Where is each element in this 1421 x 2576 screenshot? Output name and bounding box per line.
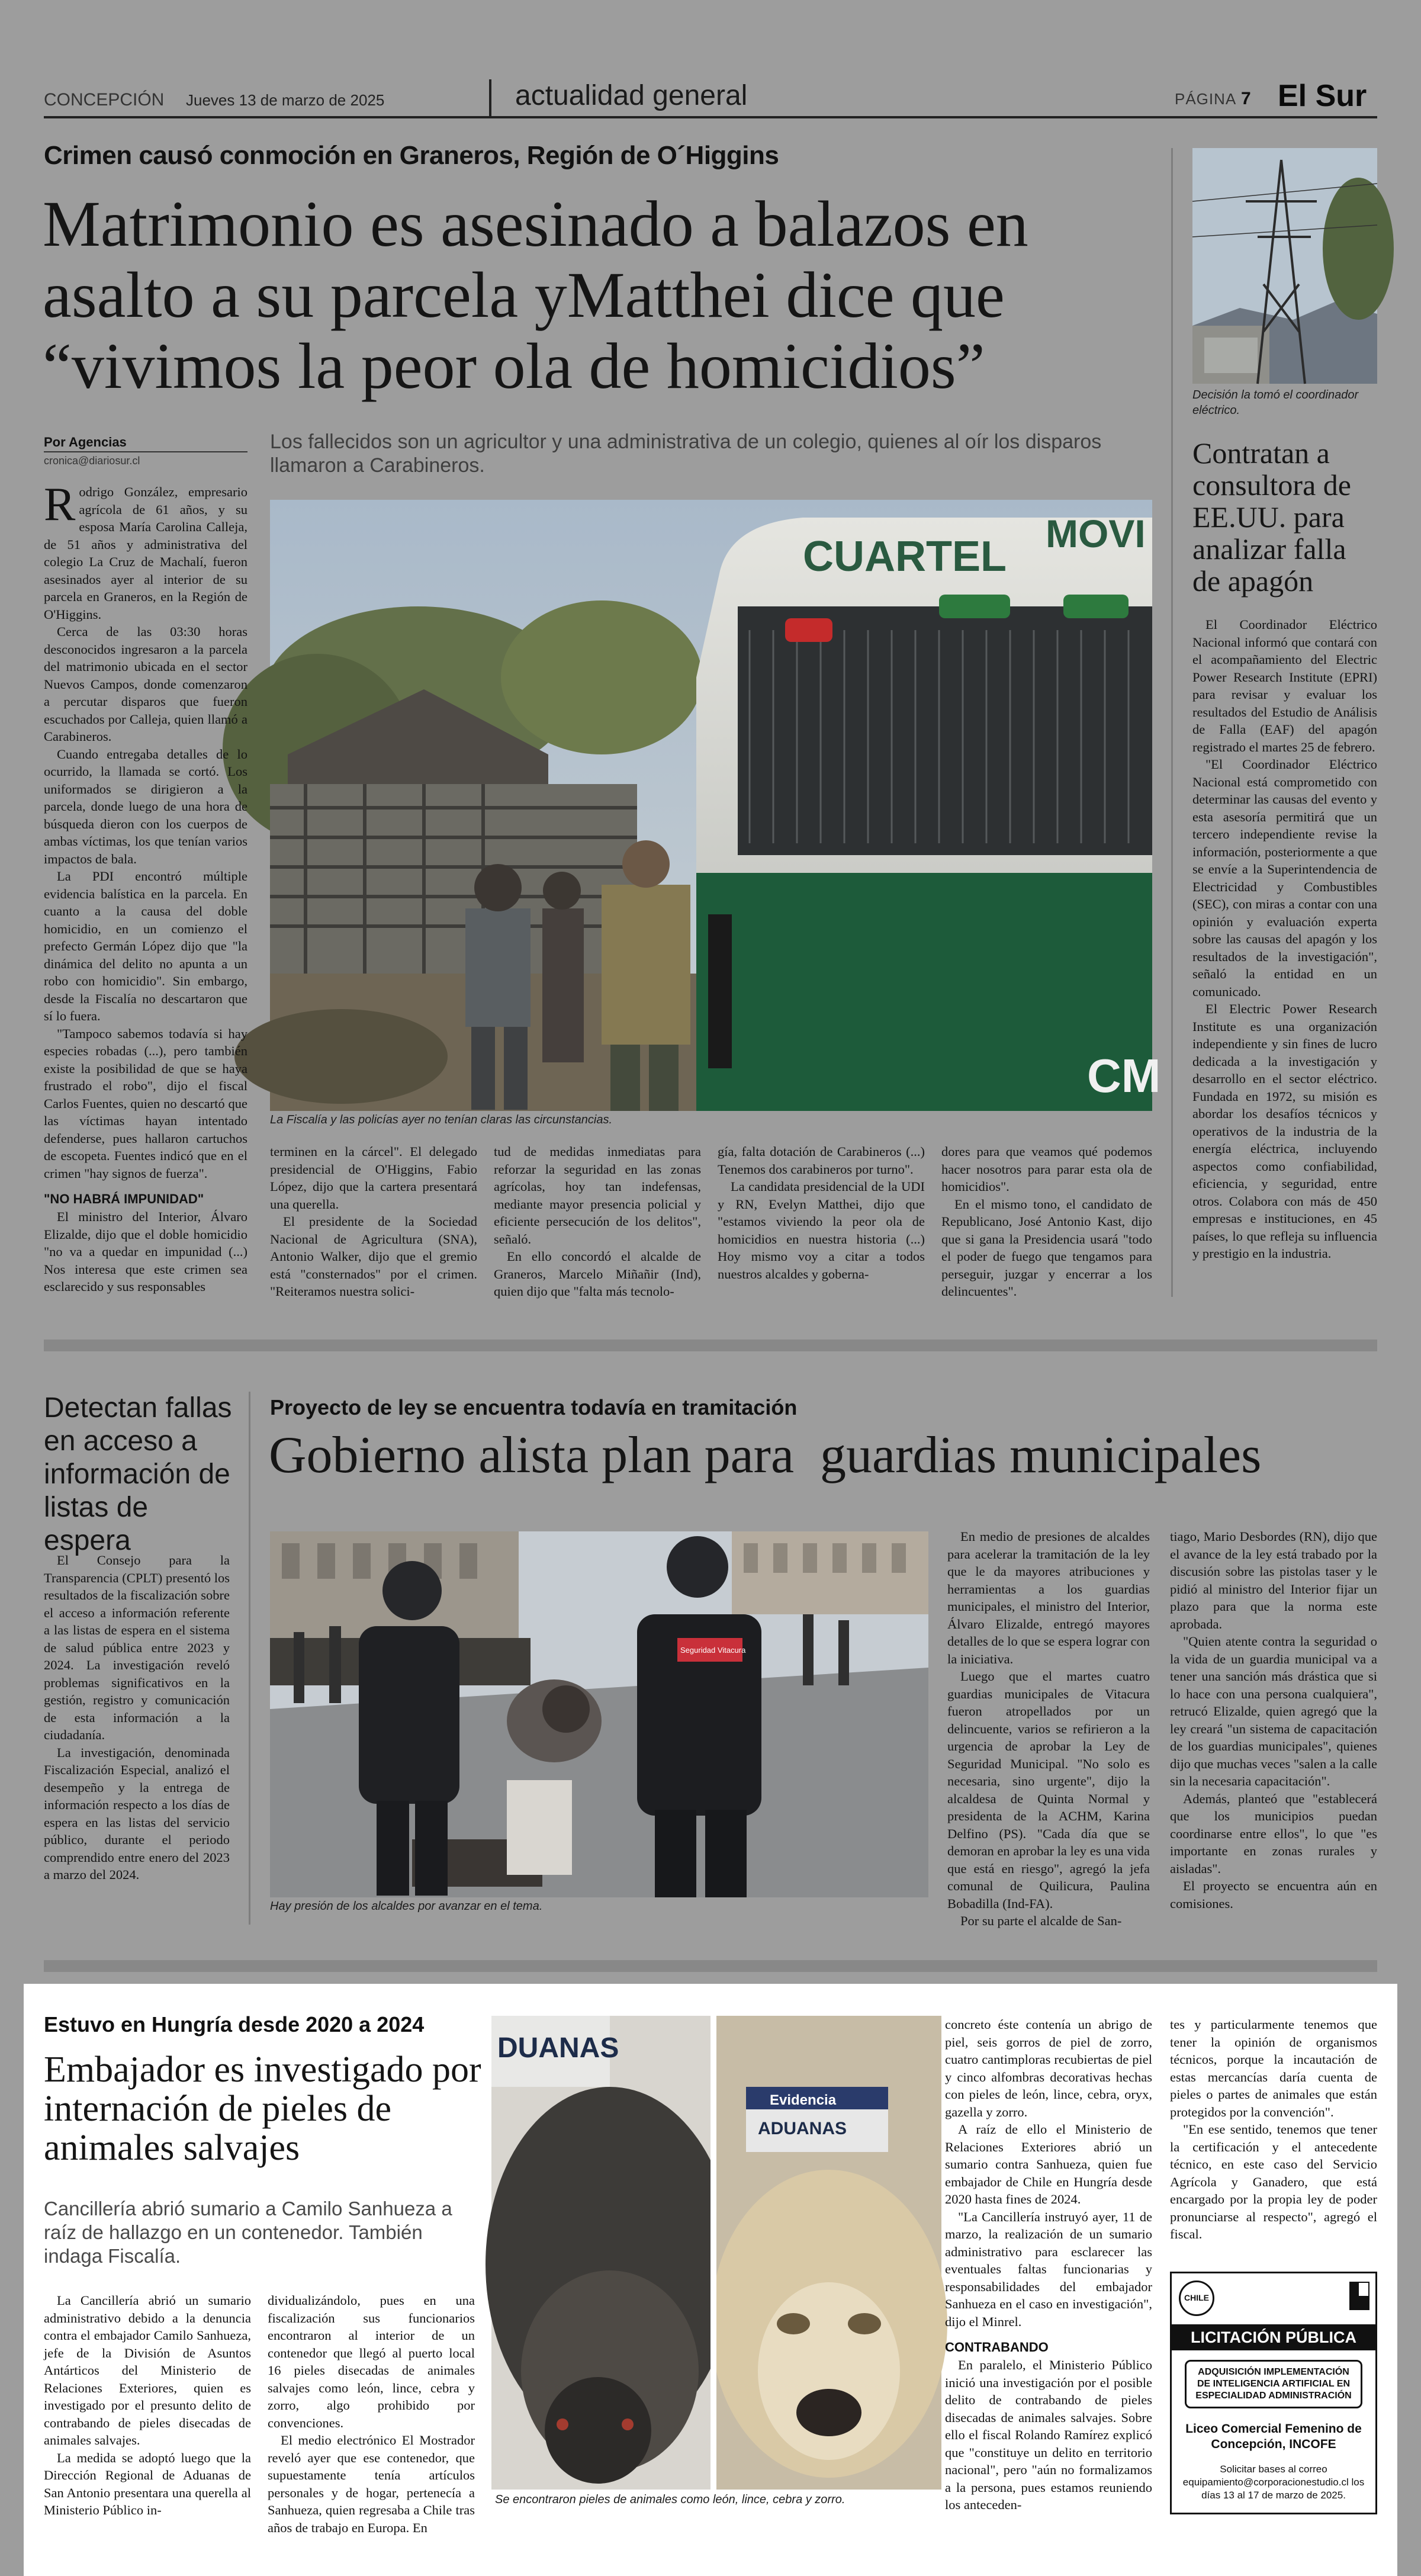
story2-para: Por su parte el alcalde de San- (960, 1913, 1122, 1928)
main-col-5 (941, 1143, 1152, 1300)
story2-para: El proyecto se encuentra aún en comisiones. (1170, 1878, 1377, 1911)
story3-photo-caption: Se encontraron pieles de animales como león, lince, cebra y zorro. (495, 2493, 845, 2506)
main-photo (270, 500, 1161, 1111)
newspaper-logo: El Sur (1278, 79, 1367, 113)
main-col1-para: El ministro del Interior, Álvaro Elizalde, dijo que el doble homicidio "no va a quedar en impunidad (...) Nos interesa que este crimen sea esclarecido y sus responsables (44, 1209, 247, 1294)
story3-para: A raíz de ello el Ministerio de Relaciones Exteriores abrió un sumario contra Sanhueza, quien fue embajador de Chile en Hungría desde 2020 hasta fines de 2024. (945, 2122, 1152, 2206)
page-number: 7 (1241, 89, 1251, 108)
section-separator (44, 1960, 1377, 1972)
byline: Por Agencias (44, 435, 127, 449)
story3-subhead: CONTRABANDO (945, 2340, 1049, 2355)
main-col2-para: terminen en la cárcel". El delegado presidencial de O'Higgins, Fabio López, dijo que la cartera presentará una querella. (270, 1144, 477, 1212)
main-col1-para: Cerca de las 03:30 horas desconocidos ingresaron a la parcela del matrimonio ubicada en el sector Nuevos Campos, donde comenzaron a percutar disparos que fueron escuchados por Calleja, quien llamó a Carabineros. (44, 624, 247, 744)
story3-para: "En ese sentido, tenemos que tener la certificación y el antecedente técnico, en este caso del Servicio Agrícola y Ganadero, que está encargado por la propia ley de poder pronunciarse al respecto", agregó el fiscal. (1170, 2122, 1377, 2241)
main-col5-para: En el mismo tono, el candidato de Republicano, José Antonio Kast, dijo que si gana la Presidencia usará "todo el poder de fuego que tengamos para perseguir, juzgar y encerrar a los delincuentes". (941, 1196, 1152, 1299)
story2-side-headline: Detectan fallas en acceso a información de listas de espera (44, 1392, 232, 1556)
main-col4-para: La candidata presidencial de la UDI y RN, Evelyn Matthei, dijo que "estamos viviendo la peor ola de homicidios en nuestra historia (...) Hoy mismo voy a citar a todos nuestros alcaldes y goberna- (718, 1179, 925, 1281)
main-col-2 (270, 1143, 477, 1300)
story3-deck: Cancillería abrió sumario a Camilo Sanhueza a raíz de hallazgo en un contenedor. También indaga Fiscalía. (44, 2198, 452, 2267)
story2-para: tiago, Mario Desbordes (RN), dijo que el avance de la ley está trabado por la discusión sobre las pistolas taser y le pidió al ministro del Interior fijar un plazo para que la norma este aprobada. (1170, 1529, 1377, 1631)
header-divider (489, 79, 491, 116)
masthead (44, 77, 1377, 120)
gov-logo (1179, 2281, 1214, 2316)
story2-kicker: Proyecto de ley se encuentra todavía en tramitación (270, 1395, 798, 1419)
story3-para: En paralelo, el Ministerio Público inició una investigación por el posible delito de contrabando de pieles disecadas de animales salvajes. Sobre ello el fiscal Rolando Ramírez explicó que "constituye un delito en territorio nacional", pero "aún no formalizamos a la persona, pues estamos reuniendo los anteceden- (945, 2357, 1152, 2512)
story2-photo (270, 1531, 928, 1897)
story3-headline: Embajador es investigado por internación de pieles de animales salvajes (44, 2050, 481, 2168)
main-col1-para: La PDI encontró múltiple evidencia balística en la parcela. En cuanto a la causa del doble homicidio, en un comienzo el prefecto Germán López dijo que "la dinámica del delito no apunta a un robo con homicidio". Sin embargo, desde la Fiscalía no descartaron que sí lo fuera. (44, 869, 247, 1023)
sidebar-body (1192, 616, 1377, 1263)
sidebar-photo (1192, 148, 1377, 384)
story2-side-body (44, 1552, 230, 1884)
story2-para: Además, planteó que "establecerá que los municipios puedan coordinarse entre ellos", lo que "es importante en zonas rurales y aisladas". (1170, 1791, 1377, 1876)
story3-col-4 (1170, 2016, 1377, 2243)
main-photo-caption: La Fiscalía y las policías ayer no tenían claras las circunstancias. (270, 1113, 613, 1126)
photo-sign-duanas: DUANAS (497, 2032, 619, 2064)
photo-text-cm: CM (1087, 1049, 1161, 1102)
main-col2-para: El presidente de la Sociedad Nacional de Agricultura (SNA), Antonio Walker, dijo que el gremio está "consternados" por el crimen. "Reiteramos nuestra solici- (270, 1214, 477, 1299)
story2-para: Luego que el martes cuatro guardias municipales de Vitacura fueron atropellados por un delincuente, varios se refirieron a la urgencia de aprobar la Ley de Seguridad Municipal. "No solo es necesaria, sino urgente", dijo la alcaldesa de Quinta Normal y presidenta de la ACHM, Karina Delfino (PS). "Cada día que se demoran en aprobar la ley es una vida que está en riesgo", agregó la jefa comunal de Quilicura, Paulina Bobadilla (Ind-FA). (947, 1669, 1150, 1911)
story3-col-2 (268, 2292, 475, 2536)
main-kicker: Crimen causó conmoción en Graneros, Región de O´Higgins (44, 141, 779, 170)
photo-text-cuartel: CUARTEL (803, 533, 1007, 580)
dropcap: R (44, 478, 76, 531)
main-subhead: "NO HABRÁ IMPUNIDAD" (44, 1191, 204, 1206)
main-col-4 (718, 1143, 925, 1283)
main-col-3 (494, 1143, 701, 1300)
page-label: PÁGINA (1175, 90, 1237, 108)
tender-ad (1170, 2272, 1377, 2514)
story3-para: concreto éste contenía un abrigo de piel, seis gorros de piel de zorro, cuatro cantimploras recubiertas de piel y cinco alfombras decorativas hechas con pieles de león, lince, cebra, oryx, gazella y zorro. (945, 2017, 1152, 2119)
gov-logo-text: CHILE (1184, 2293, 1209, 2302)
main-col5-para: dores para que veamos qué podemos hacer nosotros para parar esta ola de homicidios". (941, 1144, 1152, 1194)
story3-para: El medio electrónico El Mostrador reveló ayer que ese contenedor, que supuestamente tenía artículos personales y de hogar, pertenecía a Sanhueza, quien regresaba a Chile tras años de trabajo en Europa. En (268, 2433, 475, 2535)
sidebar-para: El Electric Power Research Institute es una organización independiente y sin fines de lucro dedicada a la investigación y desarrollo en el sector eléctrico. Fundada en 1972, su misión es abordar los desafíos técnicos y operativos de la industria de la energía eléctrica, incluyendo aspectos como confiabilidad, eficiencia, y seguridad, entre otros. Colabora con más de 450 empresas e instituciones, en 45 países, lo que refleja su influencia y prestigio en la industria. (1192, 1001, 1377, 1261)
photo-sign-aduanas: ADUANAS (758, 2119, 847, 2138)
story2-photo-caption: Hay presión de los alcaldes por avanzar en el tema. (270, 1900, 543, 1913)
sidebar-divider (1171, 148, 1173, 1297)
main-col1-para: "Tampoco sabemos todavía si hay especies robadas (...), pero también existe la posibilidad de que se haya frustrado el robo", dijo el fiscal Carlos Fuentes, quien no descartó que las víctimas hayan intentado defenderse, pues hallaron cartuchos de escopeta. Fuentes indicó que en el crimen "hay signos de fuerza". (44, 1026, 247, 1181)
main-headline (43, 188, 1168, 402)
header-date: Jueves 13 de marzo de 2025 (186, 91, 385, 109)
sidebar-para: El Coordinador Eléctrico Nacional informó que contará con el acompañamiento del Electric Power Research Institute (EPRI) para revisar y evaluar los resultados del Estudio de Análisis de Falla (EAF) del apagón registrado el martes 25 de febrero. (1192, 617, 1377, 754)
byline-email: cronica@diariosur.cl (44, 455, 140, 467)
sidebar-headline: Contratan a consultora de EE.UU. para analizar falla de apagón (1192, 436, 1351, 598)
sidebar-para: "El Coordinador Eléctrico Nacional está comprometido con determinar las causas del evento y esta asesoría permitirá que un tercero independiente revise la información, posteriormente a que se envíe a la Superintendencia de Electricidad y Combustibles (SEC), con miras a contar con una opinión y evaluación experta sobre las causas del apagón y los resultados de la investigación", señaló la entidad en un comunicado. (1192, 757, 1377, 999)
story3-kicker: Estuvo en Hungría desde 2020 a 2024 (44, 2012, 425, 2037)
photo-sign-evidencia: Evidencia (770, 2092, 837, 2108)
main-col1-para: Cuando entregaba detalles de lo ocurrido, la llamada se cortó. Los uniformados se dirigieron a la parcela, donde luego de una hora de búsqueda dieron con los cuerpos de ambas víctimas, los que tenían varios impactos de bala. (44, 746, 247, 866)
story2-divider (249, 1392, 250, 1925)
story3-para: "La Cancillería instruyó ayer, 11 de marzo, la realización de un sumario administrativo para esclarecer las eventuales faltas funcionarias y responsabilidades del embajador Sanhueza en el caso en investigación", dijo el Minrel. (945, 2209, 1152, 2329)
ad-org: Liceo Comercial Femenino de Concepción, INCOFE (1185, 2422, 1362, 2451)
main-deck: Los fallecidos son un agricultor y una administrativa de un colegio, quienes al oír los disparos llamaron a Carabineros. (270, 431, 1102, 477)
main-headline-line1: Matrimonio es asesinado a balazos en (43, 188, 1028, 260)
story2-col-2 (1170, 1528, 1377, 1912)
story2-para: En medio de presiones de alcaldes para acelerar la tramitación de la ley que le da mayores atribuciones y herramientas a los guardias municipales, el ministro del Interior, Álvaro Elizalde, entregó mayores detalles de lo que se espera lograr con la iniciativa. (947, 1529, 1150, 1666)
main-col-1 (44, 478, 247, 1296)
main-headline-line2: asalto a su parcela yMatthei dice que (43, 259, 1005, 331)
story2-side-para: La investigación, denominada Fiscalización Especial, analizó el desempeño y la entrega de información respecto a los días de espera en las listas del servicio público, durante el periodo comprendido entre enero del 2023 a marzo del 2024. (44, 1745, 230, 1882)
section-separator (44, 1340, 1377, 1351)
story3-col-1 (44, 2292, 251, 2519)
ad-box: ADQUISICIÓN IMPLEMENTACIÓN DE INTELIGENCIA ARTIFICIAL EN ESPECIALIDAD ADMINISTRACIÓN (1185, 2360, 1362, 2408)
byline-rule (44, 451, 247, 452)
section-name: actualidad general (515, 80, 748, 111)
story2-side-para: El Consejo para la Transparencia (CPLT) presentó los resultados de la fiscalización sobre el acceso a información referente a las listas de espera en el sistema de salud pública entre 2023 y 2024. La investigación reveló problemas significativos en la gestión, registro y comunicación de esta información a la ciudadanía. (44, 1553, 230, 1742)
story2-col-1 (947, 1528, 1150, 1930)
main-col3-para: En ello concordó el alcalde de Graneros, Marcelo Miñañir (Ind), quien dijo que "falta más tecnolo- (494, 1249, 701, 1299)
main-col3-para: tud de medidas inmediatas para reforzar la seguridad en las zonas agrícolas, hoy tan indefensas, mediante mayor presencia policial y eficiente persecución de los delitos", señaló. (494, 1144, 701, 1247)
photo-text-movil: MOVI (1046, 512, 1146, 555)
header-rule (44, 116, 1377, 118)
story3-para: La Cancillería abrió un sumario administrativo debido a la denuncia contra el embajador Camilo Sanhueza, jefe de la División de Asuntos Antárticos del Ministerio de Relaciones Exteriores, quien es investigado por el presunto delito de contrabando de pieles disecadas de animales salvajes. (44, 2293, 251, 2447)
story2-para: "Quien atente contra la seguridad o la vida de un guardia municipal va a tener una sanción más drástica que si lo hace con una persona cualquiera", retrucó Elizalde, quien agregó que la ley creará "un sistema de capacitación de los guardias municipales", quienes dijo que muchas veces "salen a la calle sin la necesaria capacitación". (1170, 1634, 1377, 1788)
main-col1-para: odrigo González, empresario agrícola de 61 años, y su esposa María Carolina Calleja, de 51 años y administrativa del colegio La Cruz de Machalí, fueron asesinados ayer al interior de su parcela en Graneros, en la Región de O'Higgins. (44, 484, 247, 622)
story3-photo (491, 2016, 941, 2490)
header-city: CONCEPCIÓN (44, 90, 165, 110)
sidebar-photo-caption: Decisión la tomó el coordinador eléctrico. (1192, 388, 1359, 417)
guard-badge-text: Seguridad Vitacura (680, 1646, 746, 1655)
story3-para: La medida se adoptó luego que la Dirección Regional de Aduanas de San Antonio presentara una querella al Ministerio Público in- (44, 2450, 251, 2517)
story3-para: tes y particularmente tenemos que tener la opinión de organismos técnicos, porque la incautación de estas mercancías daría cuenta de pieles o partes de animales que están protegidos por la convención". (1170, 2017, 1377, 2119)
flag-icon (1349, 2282, 1369, 2310)
main-col4-para: gía, falta dotación de Carabineros (...) Tenemos dos carabineros por turno". (718, 1144, 925, 1177)
ad-title-bar (1172, 2324, 1375, 2350)
ad-title: LICITACIÓN PÚBLICA (1191, 2328, 1356, 2346)
story3-col-3 (945, 2016, 1152, 2514)
story2-headline: Gobierno alista plan para guardias municipales (269, 1427, 1262, 1484)
ad-footer: Solicitar bases al correo equipamiento@corporacionestudio.cl los días 13 al 17 de marzo de 2025. (1182, 2463, 1365, 2501)
story3-para: dividualizándolo, pues en una fiscalización sus funcionarios encontraron al interior de un contenedor que llegó al puerto local 16 pieles disecadas de animales salvajes como león, lince, cebra y zorro, algo prohibido por convenciones. (268, 2293, 475, 2430)
main-headline-line3: “vivimos la peor ola de homicidios” (43, 330, 985, 402)
